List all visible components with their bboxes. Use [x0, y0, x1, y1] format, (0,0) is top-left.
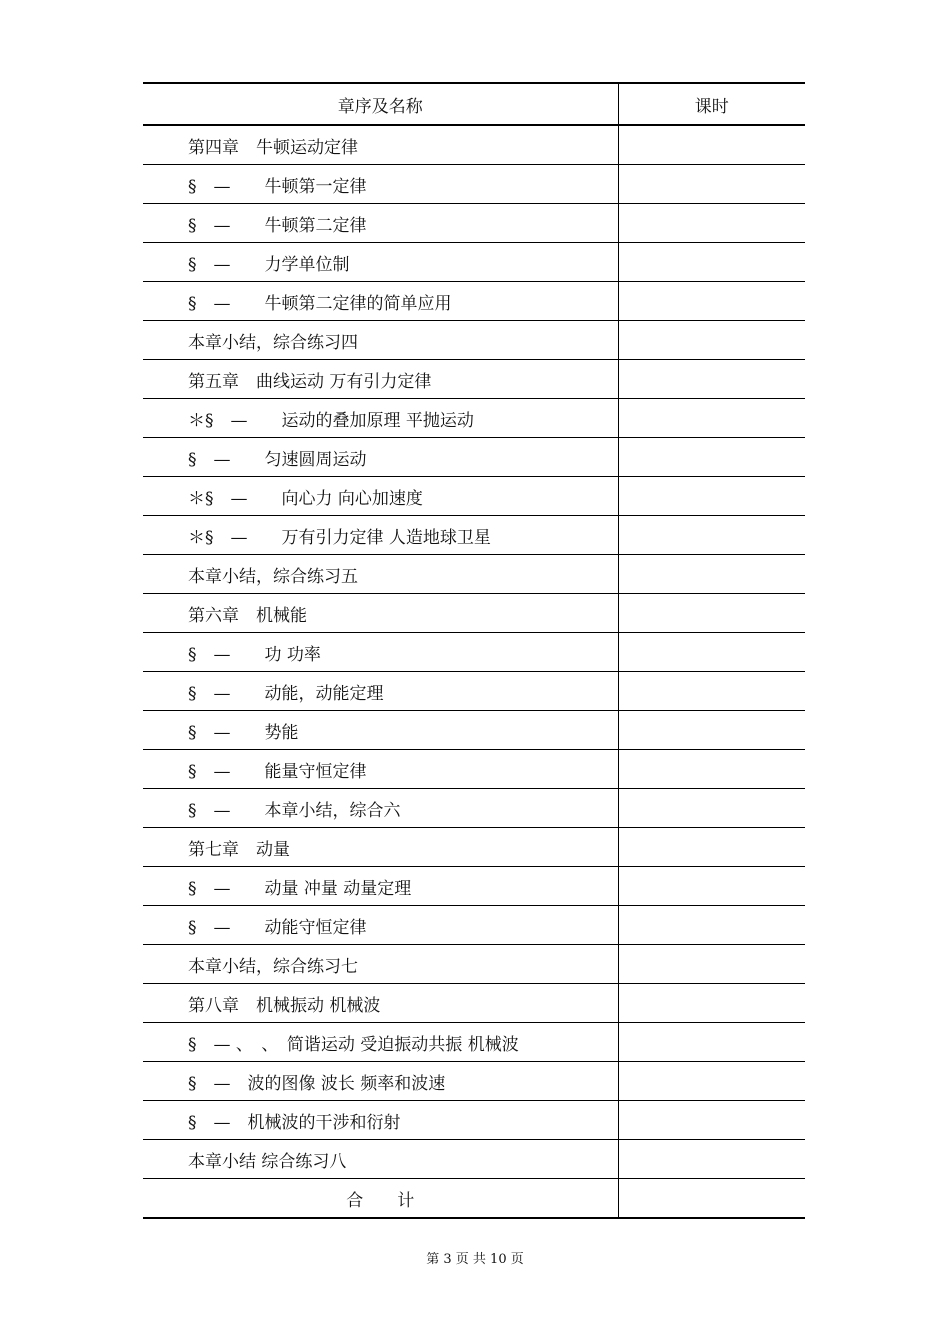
table-row	[143, 711, 805, 750]
hours-cell	[618, 711, 805, 750]
chapter-name-cell: 第六章 机械能	[143, 594, 618, 633]
total-hours-cell	[618, 1179, 805, 1219]
chapter-name-cell: § — 力学单位制	[143, 243, 618, 282]
table-row	[143, 516, 805, 555]
course-schedule-table	[143, 82, 805, 1219]
hours-cell	[618, 204, 805, 243]
hours-cell	[618, 555, 805, 594]
chapter-name-cell: § — 波的图像 波长 频率和波速	[143, 1062, 618, 1101]
chapter-name-cell: 本章小结，综合练习四	[143, 321, 618, 360]
total-label: 合 计	[143, 1179, 618, 1219]
table-row	[143, 165, 805, 204]
hours-cell	[618, 399, 805, 438]
chapter-name-cell: 本章小结，综合练习五	[143, 555, 618, 594]
chapter-name-cell: § — 功 功率	[143, 633, 618, 672]
chapter-name-cell: § — 能量守恒定律	[143, 750, 618, 789]
table-row	[143, 1023, 805, 1062]
chapter-name-cell: § — 势能	[143, 711, 618, 750]
chapter-name-cell: § — 匀速圆周运动	[143, 438, 618, 477]
table-row	[143, 867, 805, 906]
hours-cell	[618, 945, 805, 984]
table-row	[143, 360, 805, 399]
chapter-name-cell: 第八章 机械振动 机械波	[143, 984, 618, 1023]
hours-cell	[618, 282, 805, 321]
chapter-name-cell: § — 牛顿第二定律	[143, 204, 618, 243]
chapter-name-cell: ＊§ — 向心力 向心加速度	[143, 477, 618, 516]
table-row	[143, 672, 805, 711]
chapter-name-cell: ＊§ — 运动的叠加原理 平抛运动	[143, 399, 618, 438]
header-hours: 课时	[618, 83, 805, 125]
table-row	[143, 945, 805, 984]
chapter-name-cell: § — 牛顿第二定律的简单应用	[143, 282, 618, 321]
page-number: 第 3 页 共 10 页	[426, 1252, 524, 1267]
table-row	[143, 1101, 805, 1140]
chapter-name-cell: ＊§ — 万有引力定律 人造地球卫星	[143, 516, 618, 555]
table-header-row	[143, 83, 805, 125]
hours-cell	[618, 438, 805, 477]
chapter-name-cell: § — 动能，动能定理	[143, 672, 618, 711]
table-row	[143, 555, 805, 594]
table-row	[143, 282, 805, 321]
table-row	[143, 1140, 805, 1179]
hours-cell	[618, 672, 805, 711]
chapter-name-cell: 本章小结，综合练习七	[143, 945, 618, 984]
header-chapter-name: 章序及名称	[143, 83, 618, 125]
hours-cell	[618, 360, 805, 399]
table-row	[143, 321, 805, 360]
chapter-name-cell: § — 机械波的干涉和衍射	[143, 1101, 618, 1140]
chapter-name-cell: § — 动量 冲量 动量定理	[143, 867, 618, 906]
hours-cell	[618, 1023, 805, 1062]
hours-cell	[618, 243, 805, 282]
chapter-name-cell: 第七章 动量	[143, 828, 618, 867]
hours-cell	[618, 477, 805, 516]
hours-cell	[618, 906, 805, 945]
chapter-name-cell: § — 牛顿第一定律	[143, 165, 618, 204]
table-row	[143, 906, 805, 945]
hours-cell	[618, 633, 805, 672]
hours-cell	[618, 321, 805, 360]
chapter-name-cell: § — 动能守恒定律	[143, 906, 618, 945]
table-row	[143, 243, 805, 282]
chapter-name-cell: 本章小结 综合练习八	[143, 1140, 618, 1179]
hours-cell	[618, 867, 805, 906]
hours-cell	[618, 984, 805, 1023]
table-row	[143, 789, 805, 828]
table-row	[143, 125, 805, 165]
table-row	[143, 204, 805, 243]
hours-cell	[618, 165, 805, 204]
chapter-name-cell: § — 本章小结，综合六	[143, 789, 618, 828]
table-row	[143, 1062, 805, 1101]
table-body	[143, 125, 805, 1218]
hours-cell	[618, 1101, 805, 1140]
hours-cell	[618, 1140, 805, 1179]
table-row	[143, 828, 805, 867]
table-row	[143, 477, 805, 516]
hours-cell	[618, 828, 805, 867]
table-row	[143, 750, 805, 789]
chapter-name-cell: § — 、 、 简谐运动 受迫振动共振 机械波	[143, 1023, 618, 1062]
hours-cell	[618, 125, 805, 165]
hours-cell	[618, 1062, 805, 1101]
table-row	[143, 399, 805, 438]
hours-cell	[618, 750, 805, 789]
table-row	[143, 594, 805, 633]
chapter-name-cell: 第五章 曲线运动 万有引力定律	[143, 360, 618, 399]
chapter-name-cell: 第四章 牛顿运动定律	[143, 125, 618, 165]
hours-cell	[618, 516, 805, 555]
table-row	[143, 984, 805, 1023]
table-row	[143, 633, 805, 672]
hours-cell	[618, 594, 805, 633]
table-row	[143, 438, 805, 477]
total-row	[143, 1179, 805, 1219]
hours-cell	[618, 789, 805, 828]
